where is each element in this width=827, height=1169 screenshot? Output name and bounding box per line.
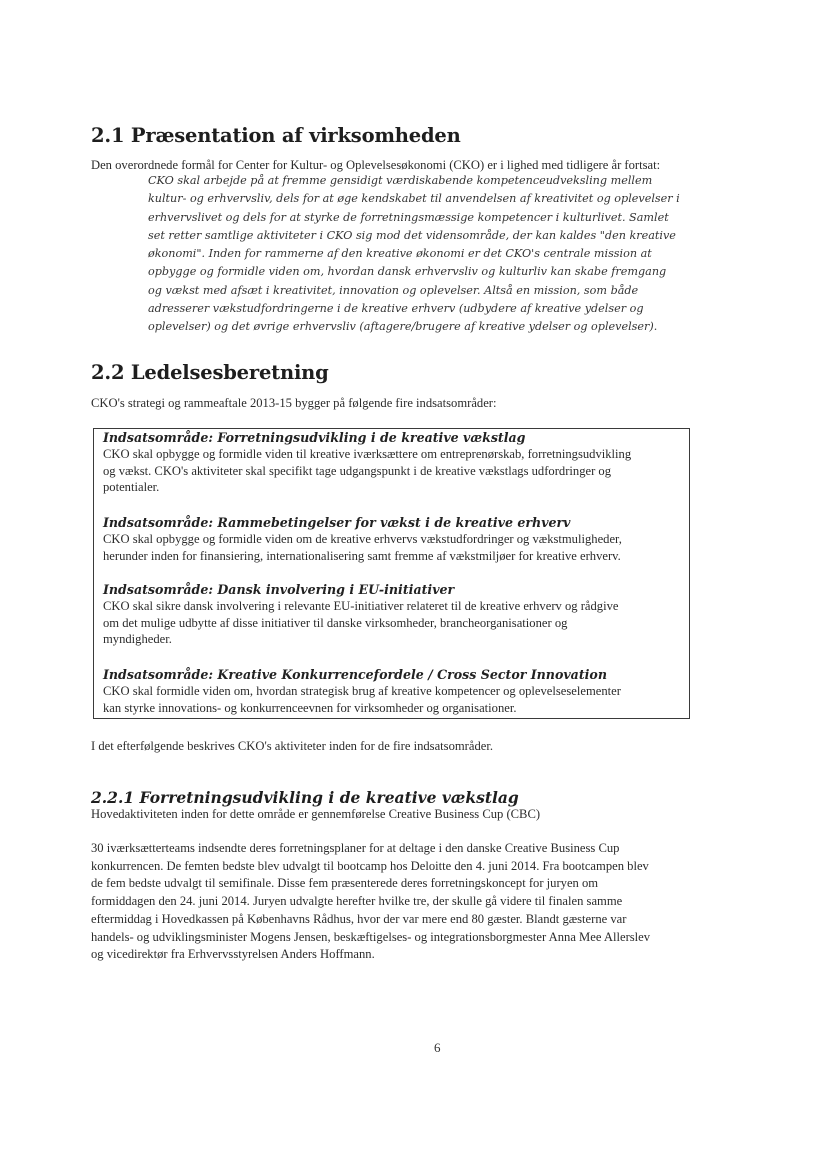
section-2-2-1-heading: 2.2.1 Forretningsudvikling i de kreative vækstlag <box>91 788 519 807</box>
quote-line: opbygge og formidle viden om, hvordan dansk erhvervsliv og kulturliv kan skabe fremgang <box>148 265 667 279</box>
section-2-1-heading: 2.1 Præsentation af virksomheden <box>91 124 461 147</box>
section-2-2-heading: 2.2 Ledelsesberetning <box>91 361 329 384</box>
focus-area-text: CKO skal opbygge og formidle viden til kreative iværksættere om entreprenørskab, forretningsudvikling <box>103 447 632 461</box>
paragraph-line: 30 iværksætterteams indsendte deres forretningsplaner for at deltage i den danske Creative Business Cup <box>91 841 620 855</box>
focus-area-text: CKO skal sikre dansk involvering i relevante EU-initiativer relateret til de kreative erhverv og rådgive <box>103 599 619 613</box>
paragraph-line: konkurrencen. De femten bedste blev udvalgt til bootcamp hos Deloitte den 4. juni 2014. Fra bootcampen blev <box>91 858 649 873</box>
focus-area-text: kan styrke innovations- og konkurrenceevnen for virksomheder og organisationer. <box>103 700 517 715</box>
focus-area-text: CKO skal opbygge og formidle viden om de kreative erhvervs vækstudfordringer og vækstmuligheder, <box>103 532 622 546</box>
section-2-2-1-subtitle: Hovedaktiviteten inden for dette område er gennemførelse Creative Business Cup (CBC) <box>91 807 541 821</box>
quote-line: kultur- og erhvervsliv, dels for at øge kendskabet til anvendelsen af kreativitet og oplevelser i <box>148 192 680 206</box>
focus-area-title: Indsatsområde: Forretningsudvikling i de kreative vækstlag <box>103 430 526 445</box>
focus-area-text: om det mulige udbytte af disse initiativer til danske virksomheder, brancheorganisationer og <box>103 615 568 630</box>
focus-areas-box <box>93 428 690 719</box>
section-2-2-intro: CKO's strategi og rammeaftale 2013-15 bygger på følgende fire indsatsområder: <box>91 396 497 410</box>
focus-area-1 <box>103 429 631 496</box>
quote-line: og vækst med afsæt i kreativitet, innovation og oplevelser. Altså en mission, som både <box>148 283 639 297</box>
focus-area-text: og vækst. CKO's aktiviteter skal specifikt tage udgangspunkt i de kreative vækstlags udfordringer og <box>103 463 612 478</box>
focus-area-4 <box>103 666 621 716</box>
quote-line: CKO skal arbejde på at fremme gensidigt værdiskabende kompetenceudveksling mellem <box>148 174 653 187</box>
focus-area-2 <box>103 514 622 564</box>
focus-area-text: CKO skal formidle viden om, hvordan strategisk brug af kreative kompetencer og oplevelseselementer <box>103 684 621 698</box>
section-2-1-intro: Den overordnede formål for Center for Kultur- og Oplevelsesøkonomi (CKO) er i lighed med tidligere år fortsat: <box>91 158 661 172</box>
quote-line: økonomi". Inden for rammerne af den kreative økonomi er det CKO's centrale mission at <box>148 247 652 261</box>
focus-area-text: myndigheder. <box>103 632 172 646</box>
focus-area-text: potentialer. <box>103 480 160 494</box>
paragraph-line: eftermiddag i Hovedkassen på Københavns Rådhus, hvor der var mere end 80 gæster. Blandt gæsterne var <box>91 911 627 926</box>
mission-quote <box>148 172 680 337</box>
cbc-paragraph <box>91 840 650 964</box>
quote-line: oplevelser) og det øvrige erhvervsliv (aftagere/brugere af kreative ydelser og oplevelser). <box>148 320 658 334</box>
section-2-2-outro: I det efterfølgende beskrives CKO's aktiviteter inden for de fire indsatsområder. <box>91 739 493 753</box>
paragraph-line: handels- og udviklingsminister Mogens Jensen, beskæftigelses- og integrationsborgmester Anna Mee Allerslev <box>91 929 651 944</box>
focus-area-text: herunder inden for finansiering, internationalisering samt fremme af vækstmiljøer for kreative erhverv. <box>103 548 621 563</box>
paragraph-line: formiddagen den 24. juni 2014. Juryen udvalgte herefter hvilke tre, der skulle gå videre til finalen samme <box>91 894 623 909</box>
quote-line: set retter samtlige aktiviteter i CKO sig mod det vidensområde, der kan kaldes "den kreative <box>148 228 676 242</box>
focus-area-title: Indsatsområde: Dansk involvering i EU-initiativer <box>103 582 455 597</box>
quote-line: erhvervslivet og dels for at styrke de forretningsmæssige kompetencer i kulturlivet. Samlet <box>148 210 669 224</box>
focus-area-title: Indsatsområde: Kreative Konkurrencefordele / Cross Sector Innovation <box>103 667 607 682</box>
paragraph-line: og vicedirektør fra Erhvervsstyrelsen Anders Hoffmann. <box>91 947 375 962</box>
page-number: 6 <box>434 1040 441 1055</box>
focus-area-title: Indsatsområde: Rammebetingelser for vækst i de kreative erhverv <box>103 515 571 530</box>
focus-area-3 <box>103 581 618 648</box>
paragraph-line: de fem bedste udvalgt til semifinale. Disse fem præsenterede deres forretningskoncept for juryen om <box>91 876 599 891</box>
quote-line: adresserer vækstudfordringerne i de kreative erhverv (udbydere af kreative ydelser og <box>148 302 644 316</box>
